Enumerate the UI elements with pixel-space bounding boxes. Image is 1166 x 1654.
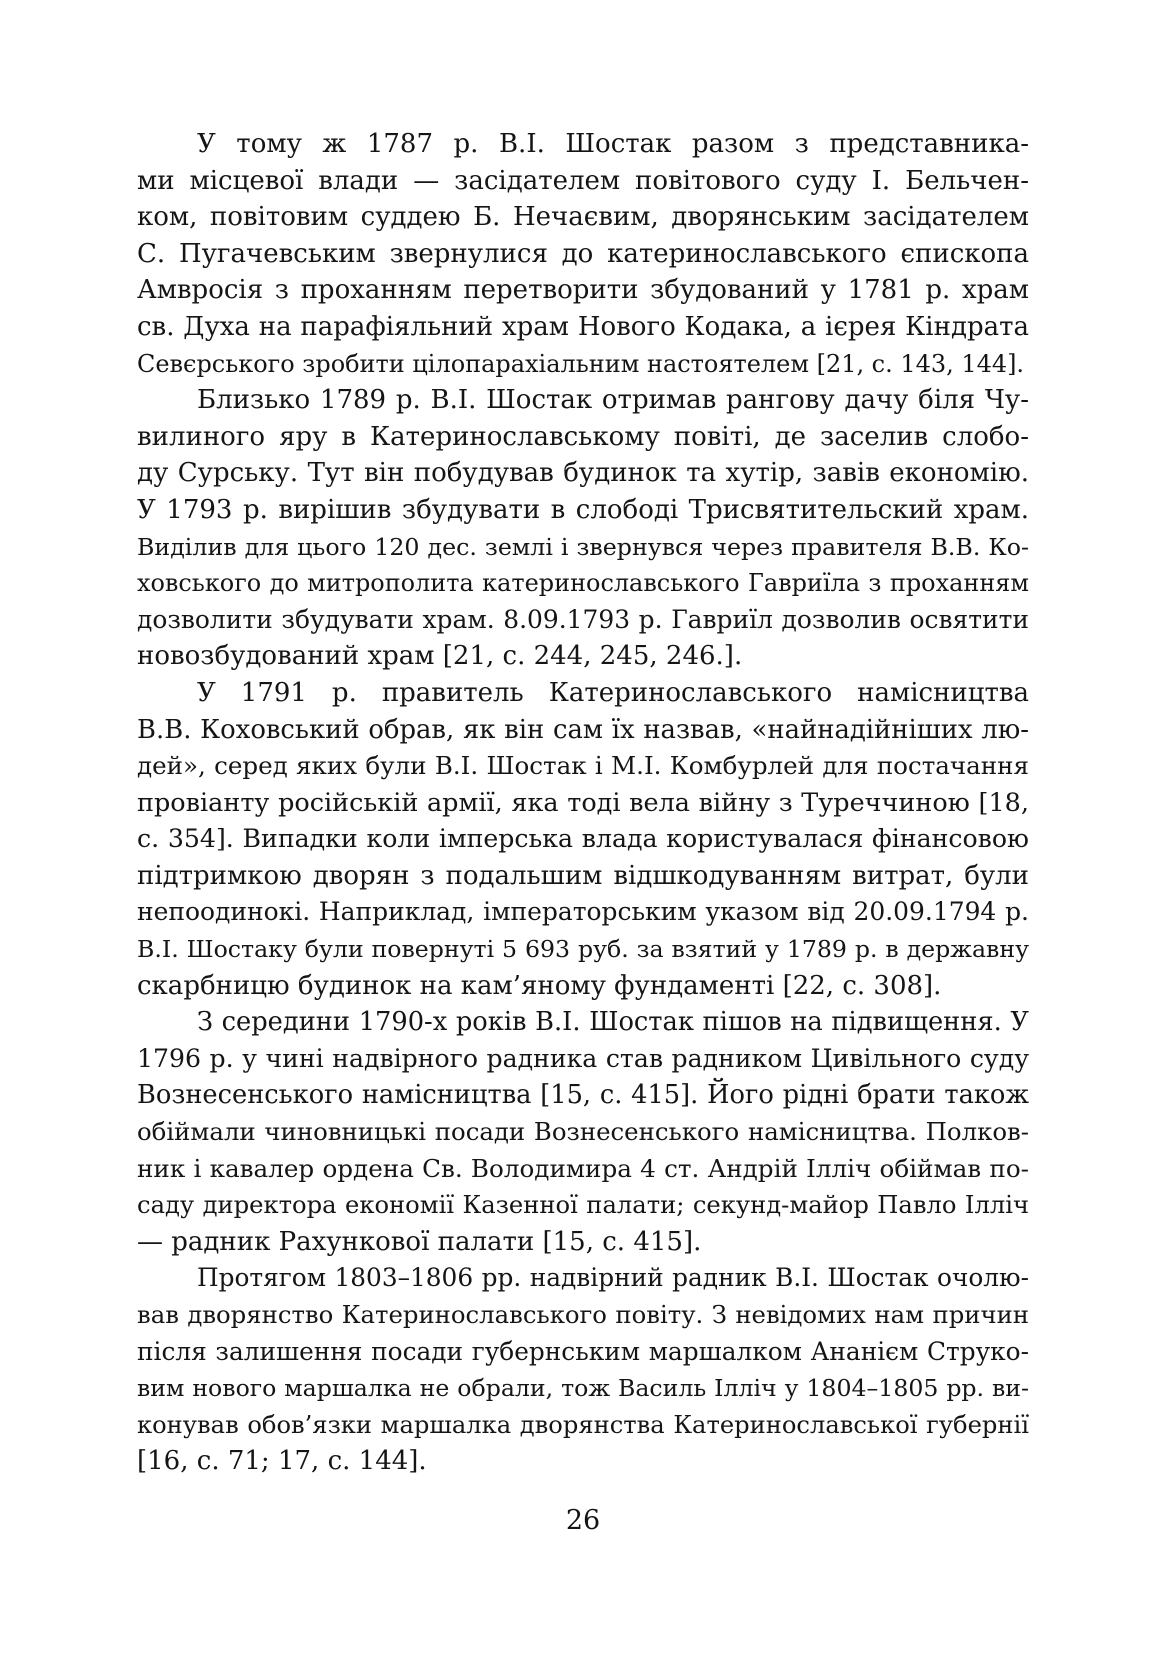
text-line: вим нового маршалка не обрали, тож Василь Ілліч у 1804–1805 рр. ви- (137, 1374, 1029, 1403)
text-line: У тому ж 1787 р. В.І. Шостак разом з представника- (197, 129, 1029, 159)
text-line: Вознесенського намісництва [15, с. 415]. Його рідні брати також (137, 1080, 1029, 1111)
text-line: скарбницю будинок на кам’яному фундаменті [22, с. 308]. (137, 970, 942, 1001)
text-line: дозволити збудувати храм. 8.09.1793 р. Гавриїл дозволив освятити (137, 604, 1029, 634)
text-line: вилиного яру в Катеринославському повіті, де заселив слобо- (137, 421, 1029, 452)
text-line: 1796 р. у чині надвірного радника став радником Цивільного суду (137, 1043, 1029, 1073)
text-line: Виділив для цього 120 дес. землі і звернувся через правителя В.В. Ко- (137, 532, 1029, 561)
text-line: Амвросія з проханням перетворити збудований у 1781 р. храм (137, 275, 1029, 306)
text-line: підтримкою дворян з подальшим відшкодуванням витрат, були (137, 860, 1029, 891)
text-line: [16, с. 71; 17, с. 144]. (137, 1446, 427, 1477)
text-line: В.В. Коховський обрав, як він сам їх назвав, «найнадійніших лю- (137, 714, 1029, 745)
paragraph (137, 126, 1029, 382)
text-line: ду Сурську. Тут він побудував будинок та хутір, завів економію. (137, 458, 1029, 489)
text-line: дей», серед яких були В.І. Шостак і М.І. Комбурлей для постачання (137, 751, 1029, 781)
text-line: ком, повітовим суддею Б. Нечаєвим, дворянським засідателем (137, 202, 1029, 233)
text-line: обіймали чиновницькі посади Вознесенського намісництва. Полков- (137, 1117, 1029, 1147)
text-line: З середини 1790-х років В.І. Шостак пішов на підвищення. У (197, 1007, 1029, 1038)
text-line: В.І. Шостаку були повернуті 5 693 руб. за взятий у 1789 р. в державну (137, 935, 1029, 964)
text-line: вав дворянство Катеринославського повіту. З невідомих нам причин (137, 1300, 1029, 1329)
paragraph (137, 675, 1029, 1004)
text-line: непоодинокі. Наприклад, імператорським указом від 20.09.1794 р. (137, 897, 1029, 927)
text-line: — радник Рахункової палати [15, с. 415]. (137, 1226, 702, 1257)
text-line: саду директора економії Казенної палати; секунд-майор Павло Ілліч (137, 1191, 1029, 1220)
text-line: С. Пугачевським звернулися до катеринославського єпископа (137, 238, 1029, 269)
text-line: новозбудований храм [21, с. 244, 245, 246.]. (137, 641, 743, 672)
paragraph (137, 1260, 1029, 1480)
body-text (137, 126, 1029, 1480)
text-line: Протягом 1803–1806 рр. надвірний радник В.І. Шостак очолю- (197, 1263, 1029, 1293)
text-line: ник і кавалер ордена Св. Володимира 4 ст. Андрій Ілліч обіймав по- (137, 1153, 1029, 1183)
text-line: ховського до митрополита катеринославського Гавриїла з проханням (137, 569, 1029, 598)
text-line: У 1791 р. правитель Катеринославського намісництва (197, 677, 1029, 708)
text-line: конував обов’язки маршалка дворянства Катеринославської губернії (137, 1410, 1029, 1439)
text-line: Близько 1789 р. В.І. Шостак отримав рангову дачу біля Чу- (197, 385, 1029, 416)
text-line: ми місцевої влади — засідателем повітового суду І. Бельчен- (137, 165, 1029, 196)
text-line: після залишення посади губернським маршалком Ананієм Струко- (137, 1336, 1029, 1366)
paragraph (137, 1004, 1029, 1260)
text-line: У 1793 р. вирішив збудувати в слободі Трисвятительский храм. (137, 494, 1029, 525)
text-line: св. Духа на парафіяльний храм Нового Кодака, а ієрея Кіндрата (137, 311, 1029, 342)
page-number: 26 (565, 1505, 601, 1536)
text-line: с. 354]. Випадки коли імперська влада користувалася фінансовою (137, 824, 1029, 854)
text-line: провіанту російській армії, яка тоді вела війну з Туреччиною [18, (137, 787, 1029, 818)
text-line: Севєрського зробити цілопарахіальним настоятелем [21, с. 143, 144]. (137, 349, 1025, 378)
paragraph (137, 382, 1029, 675)
